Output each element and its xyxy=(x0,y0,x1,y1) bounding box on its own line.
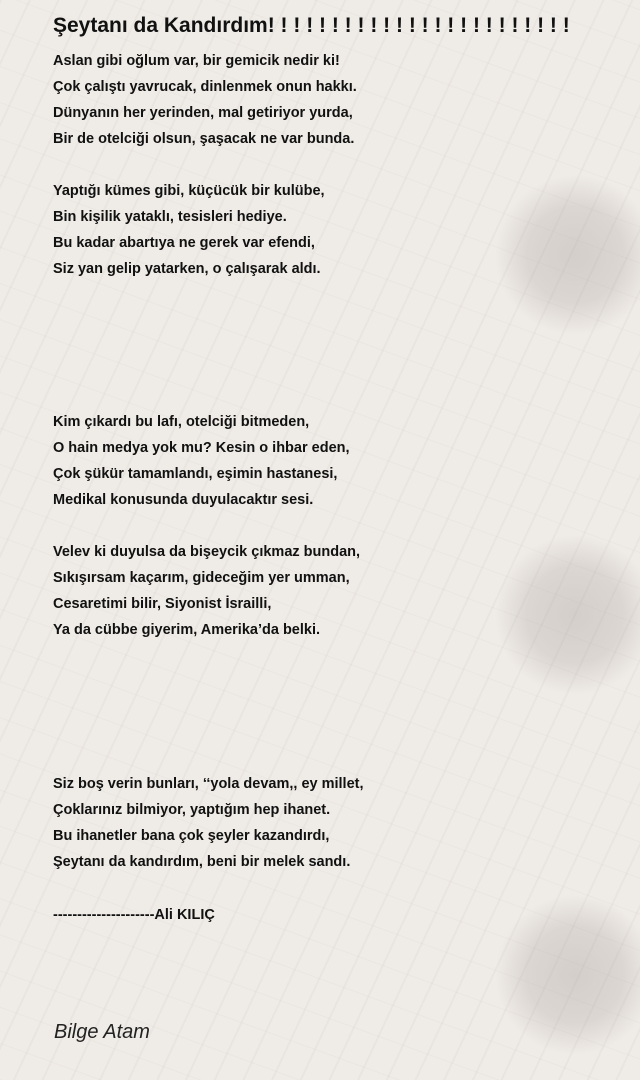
poem-line: Cesaretimi bilir, Siyonist İsrailli, xyxy=(53,596,272,612)
poem-line: Kim çıkardı bu lafı, otelciği bitmeden, xyxy=(53,414,310,430)
footer-caption: Bilge Atam xyxy=(54,1021,150,1043)
poem-line: Çoklarınız bilmiyor, yaptığım hep ihanet. xyxy=(53,802,331,818)
poem-line: Aslan gibi oğlum var, bir gemicik nedir ki! xyxy=(53,53,340,69)
stanza-2 xyxy=(53,178,613,282)
poem-line: Çok şükür tamamlandı, eşimin hastanesi, xyxy=(53,466,338,482)
stanza-5 xyxy=(53,771,613,875)
poem-title: Şeytanı da Kandırdım! ! ! ! ! ! ! ! ! ! ! ! ! ! ! ! ! ! ! ! ! ! ! ! xyxy=(53,14,570,37)
stanza-4 xyxy=(53,539,613,643)
poem-line: Dünyanın her yerinden, mal getiriyor yurda, xyxy=(53,105,353,121)
poem-line: Şeytanı da kandırdım, beni bir melek sandı. xyxy=(53,854,351,870)
poem-line: Ya da cübbe giyerim, Amerika’da belki. xyxy=(53,622,321,638)
author-signature: ---------------------Ali KILIÇ xyxy=(53,907,215,923)
poem-line: Bin kişilik yataklı, tesisleri hediye. xyxy=(53,209,287,225)
poem-line: O hain medya yok mu? Kesin o ihbar eden, xyxy=(53,440,350,456)
poem-line: Çok çalıştı yavrucak, dinlenmek onun hakkı. xyxy=(53,79,357,95)
poem-line: Bir de otelciği olsun, şaşacak ne var bunda. xyxy=(53,131,355,147)
poem-line: Sıkışırsam kaçarım, gideceğim yer umman, xyxy=(53,570,350,586)
poem-line: Velev ki duyulsa da bişeycik çıkmaz bundan, xyxy=(53,544,361,560)
poem-line: Bu kadar abartıya ne gerek var efendi, xyxy=(53,235,315,251)
poem-line: Bu ihanetler bana çok şeyler kazandırdı, xyxy=(53,828,330,844)
poem-line: Yaptığı kümes gibi, küçücük bir kulübe, xyxy=(53,183,325,199)
poem-line: Siz boş verin bunları, ‘‘yola devam,, ey millet, xyxy=(53,776,364,792)
stanza-3 xyxy=(53,409,613,513)
stanza-1 xyxy=(53,48,613,152)
poem-line: Medikal konusunda duyulacaktır sesi. xyxy=(53,492,314,508)
poem-line: Siz yan gelip yatarken, o çalışarak aldı. xyxy=(53,261,321,277)
